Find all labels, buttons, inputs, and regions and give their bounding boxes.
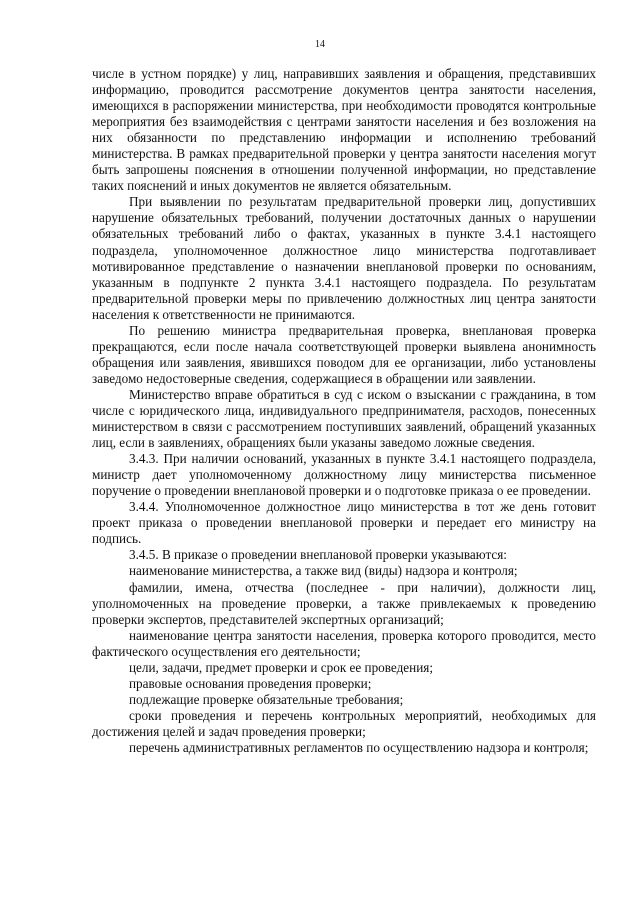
list-item-7: сроки проведения и перечень контрольных мероприятий, необходимых для достижения целей и задач проведения проверки; xyxy=(92,707,596,739)
list-item-4: цели, задачи, предмет проверки и срок ее проведения; xyxy=(129,659,434,675)
paragraph-7: 3.4.5. В приказе о проведении внеплановой проверки указываются: xyxy=(129,547,507,563)
list-item-1: наименование министерства, а также вид (виды) надзора и контроля; xyxy=(129,563,518,579)
list-item-3: наименование центра занятости населения, проверка которого проводится, место фактического осуществления его деятельности; xyxy=(92,627,596,659)
list-item-8: перечень административных регламентов по осуществлению надзора и контроля; xyxy=(129,739,589,755)
list-item-2: фамилии, имена, отчества (последнее - при наличии), должности лиц, уполномоченных на проведение проверки, а также привлекаемых к проведению проверки экспертов, представителей экспертных организаций; xyxy=(92,579,596,627)
document-body xyxy=(92,66,596,756)
paragraph-6: 3.4.4. Уполномоченное должностное лицо министерства в тот же день готовит проект приказа о проведении внеплановой проверки и передает его министру на подпись. xyxy=(92,499,596,547)
paragraph-5: 3.4.3. При наличии оснований, указанных в пункте 3.4.1 настоящего подраздела, министр дает уполномоченному должностному лицу министерства письменное поручение о проведении внеплановой проверки и о подготовке приказа о ее проведении. xyxy=(92,451,596,499)
list-item-6: подлежащие проверке обязательные требования; xyxy=(129,691,404,707)
paragraph-4: Министерство вправе обратиться в суд с иском о взыскании с гражданина, в том числе с юридического лица, индивидуального предпринимателя, расходов, понесенных министерством в связи с рассмотрением поступивших заявлений, обращений указанных лиц, если в заявлениях, обращениях были указаны заведомо ложные сведения. xyxy=(92,386,596,451)
page-number: 14 xyxy=(315,39,325,50)
list-item-5: правовые основания проведения проверки; xyxy=(129,675,372,691)
paragraph-1: числе в устном порядке) у лиц, направивших заявления и обращения, представивших информацию, проводится рассмотрение документов центра занятости населения, имеющихся в распоряжении министерства, при необходимости проводятся контрольные мероприятия без взаимодействия с центрами занятости населения и без возложения на них обязанности по представлению информации и исполнению требований министерства. В рамках предварительной проверки у центра занятости населения могут быть запрошены пояснения в отношении полученной информации, но представление таких пояснений и иных документов не является обязательным. xyxy=(92,66,596,194)
paragraph-2: При выявлении по результатам предварительной проверки лиц, допустивших нарушение обязательных требований, получении достаточных данных о нарушении обязательных требований либо о фактах, указанных в пункте 3.4.1 настоящего подраздела, уполномоченное должностное лицо министерства подготавливает мотивированное представление о назначении внеплановой проверки по основаниям, указанным в подпункте 2 пункта 3.4.1 настоящего подраздела. По результатам предварительной проверки меры по привлечению должностных лиц центра занятости населения к ответственности не принимаются. xyxy=(92,194,596,322)
paragraph-3: По решению министра предварительная проверка, внеплановая проверка прекращаются, если после начала соответствующей проверки выявлена анонимность обращения или заявления, явившихся поводом для ее организации, либо установлены заведомо недостоверные сведения, содержащиеся в обращении или заявлении. xyxy=(92,322,596,386)
